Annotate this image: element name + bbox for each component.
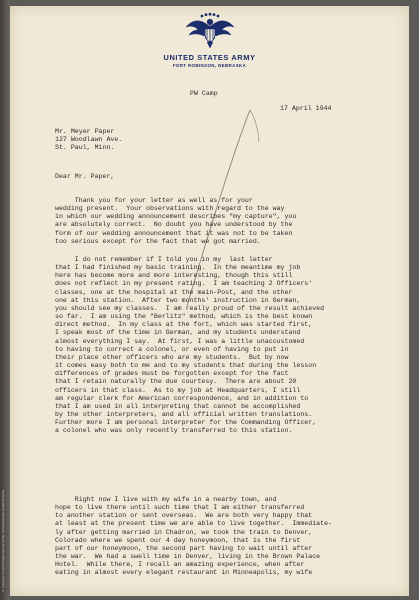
text-line: I do not remember if I told you in my last letter (55, 256, 273, 263)
letterhead-org: UNITED STATES ARMY (163, 53, 256, 62)
text-line: ly after getting married in Chadron, we took the train to Denver, (55, 528, 313, 536)
text-line: so far. I am using the "Berlitz" method, which is the best known (55, 313, 313, 321)
text-line: their place other officers who are my students. But by now (55, 353, 289, 361)
text-line: Right now I live with my wife in a nearby town, and (55, 496, 277, 503)
text-line: by the other interpreters, and all official written translations. (55, 410, 313, 418)
text-line: Thank you for your letter as well as for your (55, 197, 253, 204)
letter-date: 17 April 1944 (280, 105, 332, 112)
text-line: classes, one at the hospital at the main-Post, and the other (55, 288, 293, 296)
text-line: does not reflect in my present rating. I am teaching 2 Officers' (55, 280, 313, 288)
text-line: that I am used in all interpreting that cannot be accomplished (55, 402, 301, 410)
text-line: are absolutely correct. No doubt you have understood by the (55, 221, 293, 229)
text-line: Further more I am personal interpreter for the Commanding Officer, (55, 419, 317, 427)
text-line: too serious except for the fact that we got married. (55, 237, 261, 245)
text-line: to another station or sent overseas. We are both very happy that (55, 512, 313, 520)
paragraph-2 (55, 256, 324, 435)
text-line: officers in that class. As to my job at Headquarters, I still (55, 386, 301, 394)
paragraph-3 (55, 496, 332, 578)
paragraph-1 (55, 197, 296, 246)
text-line: Colorado where we spent our 4 day honeymoon, that is the first (55, 536, 301, 544)
salutation: Dear Mr. Paper, (55, 173, 115, 180)
text-line: at least at the present time we are able to live together. Immediate- (55, 520, 332, 528)
scan-edge (0, 0, 10, 600)
text-line: in which our wedding announcement describes "my capture", you (55, 213, 297, 221)
text-line: you should see my classes. I am really proud of the result achieved (55, 304, 325, 312)
text-line: wedding present. Your observations with regard to the way (55, 205, 285, 213)
text-line: am regular clerk for American correspondence, and in addition to (55, 394, 309, 402)
text-line: form of our wedding announcement that it was not to be taken (55, 229, 293, 237)
address-line: St. Paul, Minn. (55, 144, 115, 151)
text-line: almost everything I say. At first, I was a little unaccustomed (55, 337, 305, 345)
text-line: differences of grades must be forgotten except for the fact (55, 370, 289, 378)
text-line: that I retain naturally the due courtesy. There are about 20 (55, 378, 297, 386)
address-line: Mr. Meyer Paper (55, 128, 115, 135)
text-line: part of our honeymoon, the second part having to wait until after (55, 544, 313, 552)
text-line: that I had finished my basic training. In the meantime my job (55, 264, 301, 272)
text-line: I speak most of the time in German, and my students understand (55, 329, 301, 337)
text-line: hope to live there until such time that I am either transferred (55, 504, 305, 512)
address-line: 127 Woodlawn Ave. (55, 136, 123, 143)
text-line: direct method. In my class at the fort, which was started first, (55, 321, 313, 329)
archive-credit: © Courtesy of Jacob Rader Marcus Center of the American Jewish Archives (1, 489, 5, 592)
army-eagle-icon (182, 12, 238, 50)
text-line: Hotel. While there, I recall an amazing experience, when after (55, 561, 305, 569)
text-line: one at this station. After two months' instruction in German, (55, 296, 301, 304)
text-line: it comes easy both to me and to my students that during the lesson (55, 362, 317, 370)
recipient-address (55, 128, 122, 152)
letterhead-post: FORT ROBINSON, NEBRASKA (172, 63, 247, 68)
text-line: to having to correct a colonel, or even of having to put in (55, 345, 289, 353)
text-line: here has become more and more interesting, though this still (55, 272, 293, 280)
letterhead (0, 12, 419, 68)
text-line: the war. We had a swell time in Denver, living in the Brown Palace (55, 553, 321, 561)
text-line: a colonel who was only recently transferred to this station. (55, 427, 293, 435)
text-line: eating in almost every elegant restaurant in Minneapolis, my wife (55, 569, 313, 577)
camp-label: PW Camp (190, 90, 218, 97)
